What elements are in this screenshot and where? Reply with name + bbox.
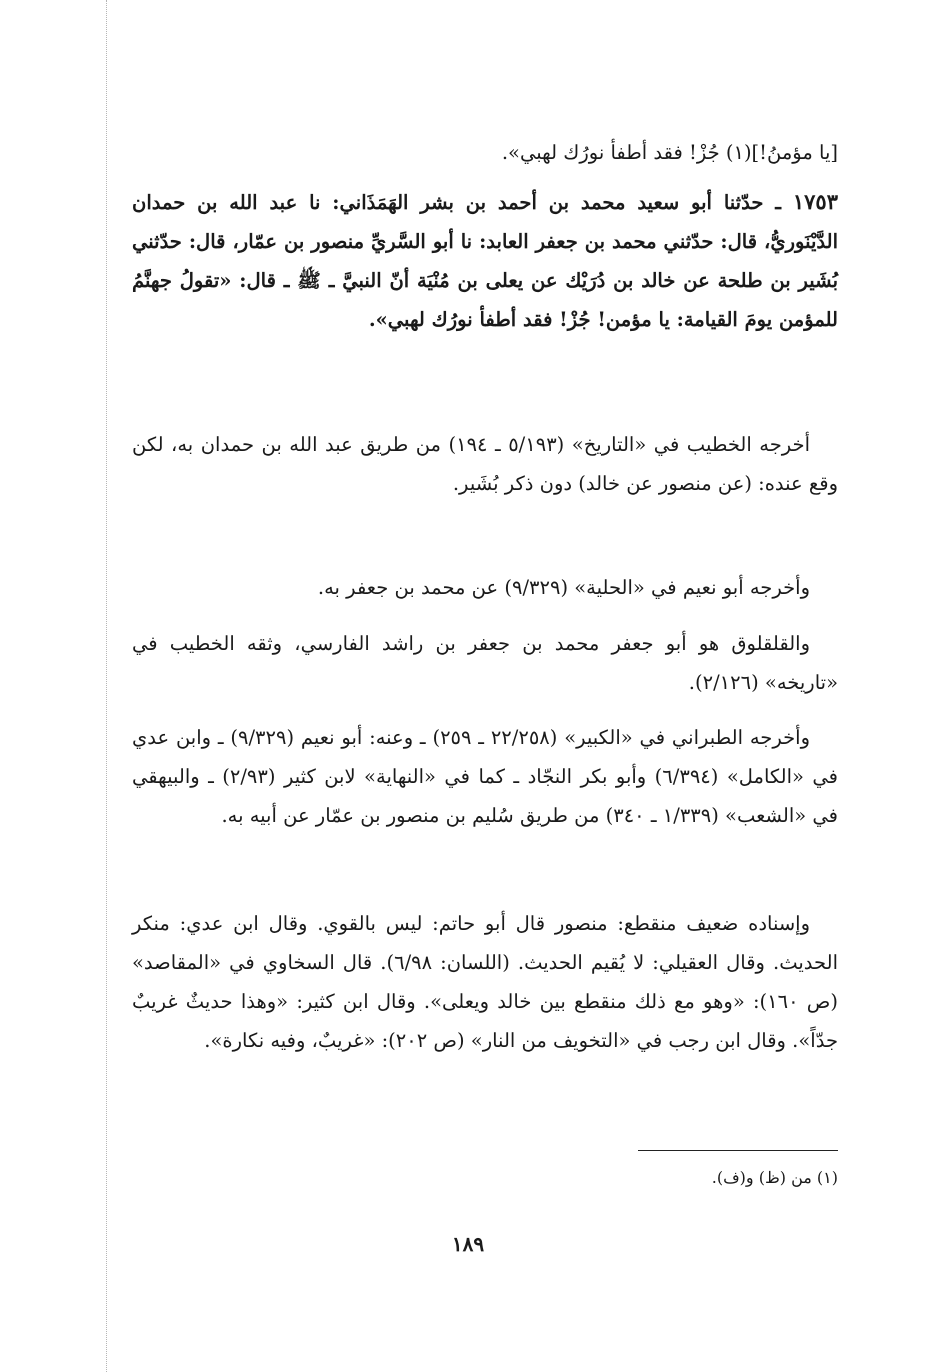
hadith-paragraph xyxy=(132,182,838,339)
hadith-dash: ـ xyxy=(775,191,781,214)
commentary-paragraph xyxy=(132,624,838,702)
paragraph-text: والقلقلوق هو أبو جعفر محمد بن جعفر بن راشد الفارسي، وثقه الخطيب في «تاريخه» (٢/١٢٦). xyxy=(132,632,838,694)
hadith-text: حدّثنا أبو سعيد محمد بن أحمد بن بشر الهَمَذَاني: نا عبد الله بن حمدان الدَّيْنَوريُّ، قال: حدّثني محمد بن جعفر العابد: نا أبو السَّريِّ منصور بن عمّار، قال: حدّثني بُشَير بن طلحة عن خالد بن دُرَيْك عن يعلى بن مُنْيَة أنّ النبيَّ ـ ﷺ ـ قال: «تقولُ جهنَّمُ للمؤمن يومَ القيامة: يا مؤمن! جُزْ! فقد أطفأ نورُك لهبي». xyxy=(132,191,838,331)
commentary-paragraph xyxy=(132,718,838,835)
footnote-separator xyxy=(638,1150,838,1151)
commentary-paragraph xyxy=(132,904,838,1060)
paragraph-continuation xyxy=(132,133,838,172)
paragraph-text: أخرجه الخطيب في «التاريخ» (٥/١٩٣ ـ ١٩٤) من طريق عبد الله بن حمدان به، لكن وقع عنده: (عن منصور عن خالد) دون ذكر بُشَير. xyxy=(132,433,838,495)
paragraph-text: وأخرجه الطبراني في «الكبير» (٢٢/٢٥٨ ـ ٢٥٩) ـ وعنه: أبو نعيم (٩/٣٢٩) ـ وابن عدي في «الكامل» (٦/٣٩٤) وأبو بكر النجّاد ـ كما في «النهاية» لابن كثير (٢/٩٣) ـ والبيهقي في «الشعب» (١/٣٣٩ ـ ٣٤٠) من طريق سُليم بن منصور بن عمّار عن أبيه به. xyxy=(132,726,838,827)
footnote: (١) من (ظ) و(ف). xyxy=(711,1168,838,1187)
hadith-number: ١٧٥٣ xyxy=(792,189,838,214)
binding-gutter-line xyxy=(106,0,107,1372)
commentary-paragraph xyxy=(132,568,838,607)
commentary-paragraph xyxy=(132,425,838,503)
paragraph-text: وأخرجه أبو نعيم في «الحلية» (٩/٣٢٩) عن محمد بن جعفر به. xyxy=(317,576,810,599)
page-number: ١٨٩ xyxy=(451,1232,485,1256)
paragraph-text: وإسناده ضعيف منقطع: منصور قال أبو حاتم: ليس بالقوي. وقال ابن عدي: منكر الحديث. وقال العقيلي: لا يُقيم الحديث. (اللسان: ٦/٩٨). قال السخاوي في «المقاصد» (ص ١٦٠): «وهو مع ذلك منقطع بين خالد ويعلى». وقال ابن كثير: «وهذا حديثٌ غريبٌ جدّاً». وقال ابن رجب في «التخويف من النار» (ص ٢٠٢): «غريبٌ، وفيه نكارة». xyxy=(132,912,838,1052)
paragraph-text: [يا مؤمنُ!](١) جُزْ! فقد أطفأ نورُك لهبي». xyxy=(501,141,838,164)
